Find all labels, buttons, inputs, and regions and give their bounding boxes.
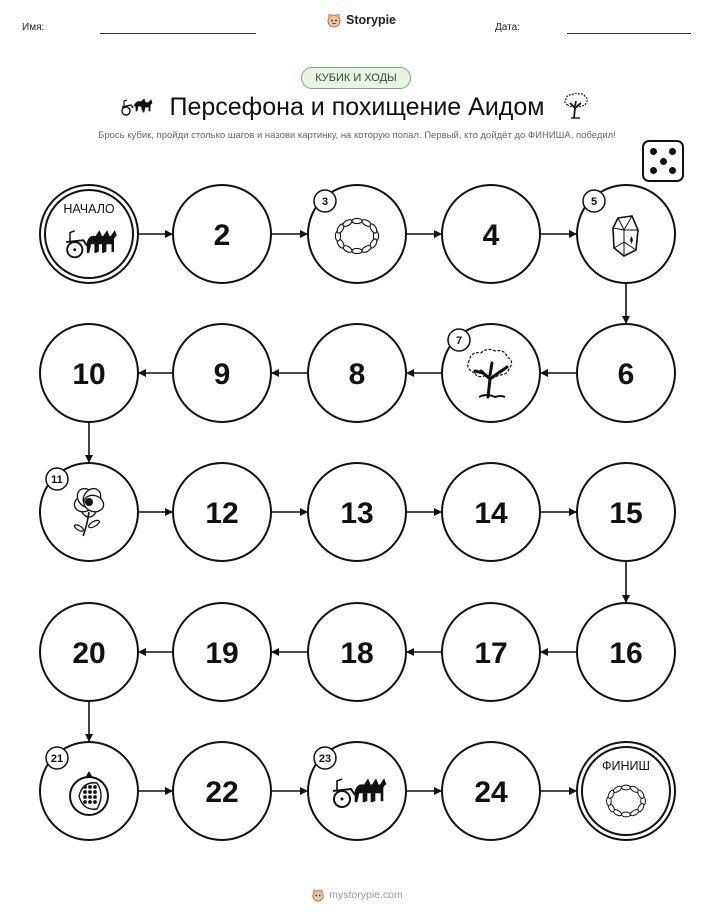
path-arrow bbox=[138, 648, 173, 656]
space-number: 16 bbox=[609, 637, 643, 670]
path-arrow bbox=[540, 648, 577, 656]
space-number: 4 bbox=[482, 219, 500, 252]
path-arrow bbox=[540, 230, 577, 238]
board-space-15 bbox=[577, 463, 675, 561]
path-arrow bbox=[540, 508, 577, 516]
board-space-12 bbox=[173, 463, 271, 561]
board-space-4 bbox=[442, 185, 540, 283]
board-space-13 bbox=[308, 463, 406, 561]
space-number: 10 bbox=[72, 358, 106, 391]
space-number: 23 bbox=[318, 753, 332, 765]
space-number: 12 bbox=[205, 497, 239, 530]
space-number: 24 bbox=[474, 776, 508, 809]
space-number: 15 bbox=[609, 497, 643, 530]
board-space-2 bbox=[173, 185, 271, 283]
path-arrow bbox=[271, 787, 308, 795]
path-arrow bbox=[85, 422, 93, 463]
space-number: 17 bbox=[474, 637, 508, 670]
path-arrow bbox=[622, 561, 630, 603]
path-arrow bbox=[406, 369, 442, 377]
crystal-icon bbox=[613, 216, 638, 256]
space-number: 11 bbox=[51, 474, 63, 486]
path-arrow bbox=[271, 230, 308, 238]
instructions: Брось кубик, пройди столько шагов и назови картинку, на которую попал. Первый, кто дойдёт до ФИНИША, победил! bbox=[98, 130, 616, 141]
brand-name: Storypie bbox=[346, 13, 397, 27]
board-space-22 bbox=[173, 742, 271, 840]
date-label: Дата: bbox=[495, 22, 520, 33]
space-number: 20 bbox=[72, 637, 106, 670]
page-title: Персефона и похищение Аидом bbox=[169, 93, 545, 121]
board-space-8 bbox=[308, 324, 406, 422]
board-space-5 bbox=[577, 185, 675, 283]
board-space-14 bbox=[442, 463, 540, 561]
space-number: 19 bbox=[205, 637, 239, 670]
path-arrow bbox=[406, 230, 442, 238]
path-arrow bbox=[271, 369, 308, 377]
space-number: 14 bbox=[474, 497, 508, 530]
path-arrow bbox=[85, 701, 93, 742]
path-arrow bbox=[271, 648, 308, 656]
storypie-mascot-icon bbox=[311, 888, 325, 902]
board-space-6 bbox=[577, 324, 675, 422]
board-space-7 bbox=[442, 324, 540, 422]
space-number: 21 bbox=[50, 753, 64, 765]
space-number: 8 bbox=[348, 358, 366, 391]
space-number: 9 bbox=[213, 358, 231, 391]
space-number: 18 bbox=[340, 637, 374, 670]
finish-label: ФИНИШ bbox=[602, 759, 650, 773]
board-space-9 bbox=[173, 324, 271, 422]
board-space-3 bbox=[308, 185, 406, 283]
board-space-11 bbox=[40, 463, 138, 561]
path-arrow bbox=[406, 508, 442, 516]
footer bbox=[0, 888, 714, 902]
path-arrow bbox=[138, 787, 173, 795]
path-arrow bbox=[271, 508, 308, 516]
board-space-16 bbox=[577, 603, 675, 701]
game-type-badge: КУБИК И ХОДЫ bbox=[301, 67, 411, 89]
board-space-20 bbox=[40, 603, 138, 701]
board-space-19 bbox=[173, 603, 271, 701]
path-arrow bbox=[622, 283, 630, 324]
name-label: Имя: bbox=[22, 22, 45, 33]
space-number: 7 bbox=[455, 335, 463, 347]
board-space-21 bbox=[40, 742, 138, 840]
board-space-18 bbox=[308, 603, 406, 701]
path-arrow bbox=[138, 369, 173, 377]
path-arrow bbox=[138, 230, 173, 238]
path-arrow bbox=[540, 369, 577, 377]
space-number: 13 bbox=[340, 497, 374, 530]
board-space-1 bbox=[40, 185, 138, 283]
board-space-24 bbox=[442, 742, 540, 840]
space-number: 3 bbox=[321, 196, 329, 208]
board-space-23 bbox=[308, 742, 406, 840]
path-arrow bbox=[406, 648, 442, 656]
space-number: 5 bbox=[590, 196, 598, 208]
space-number: 2 bbox=[213, 219, 231, 252]
path-arrow bbox=[138, 508, 173, 516]
path-arrow bbox=[540, 787, 577, 795]
board-space-10 bbox=[40, 324, 138, 422]
path-arrow bbox=[406, 787, 442, 795]
board-space-25 bbox=[577, 742, 675, 840]
start-label: НАЧАЛО bbox=[63, 202, 115, 216]
space-number: 6 bbox=[617, 358, 635, 391]
board-space-17 bbox=[442, 603, 540, 701]
footer-url: mystorypie.com bbox=[329, 889, 403, 901]
space-number: 22 bbox=[205, 776, 239, 809]
